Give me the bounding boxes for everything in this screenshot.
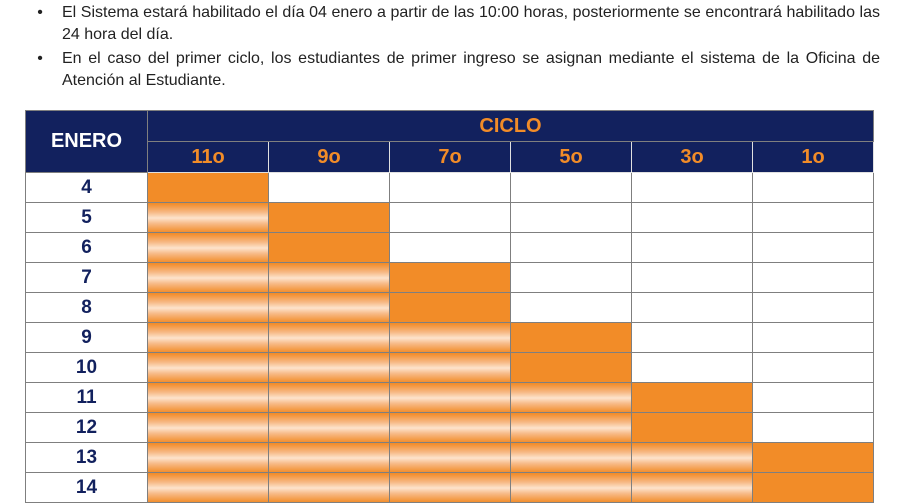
schedule-cell-enabled (148, 443, 269, 473)
schedule-cell-enabled (390, 443, 511, 473)
schedule-cell-active (632, 383, 753, 413)
day-cell: 13 (26, 443, 148, 473)
schedule-cell-active (390, 293, 511, 323)
schedule-cell-empty (632, 203, 753, 233)
schedule-cell-enabled (390, 413, 511, 443)
bullet-icon: • (37, 4, 43, 21)
table-row (26, 383, 874, 413)
day-cell: 6 (26, 233, 148, 263)
schedule-cell-enabled (390, 353, 511, 383)
schedule-cell-empty (632, 353, 753, 383)
schedule-cell-empty (753, 293, 874, 323)
schedule-cell-enabled (390, 473, 511, 503)
enrollment-schedule-table (25, 110, 874, 503)
cycle-column-header: 5o (511, 142, 632, 173)
day-cell: 10 (26, 353, 148, 383)
day-cell: 7 (26, 263, 148, 293)
schedule-cell-empty (390, 233, 511, 263)
schedule-cell-enabled (269, 473, 390, 503)
day-cell: 14 (26, 473, 148, 503)
schedule-cell-enabled (148, 473, 269, 503)
schedule-cell-active (511, 353, 632, 383)
schedule-cell-empty (632, 323, 753, 353)
bullet-icon: • (37, 50, 43, 67)
schedule-cell-active (148, 173, 269, 203)
schedule-cell-empty (390, 173, 511, 203)
schedule-cell-empty (753, 233, 874, 263)
schedule-cell-empty (511, 173, 632, 203)
schedule-cell-empty (753, 353, 874, 383)
schedule-cell-empty (753, 203, 874, 233)
schedule-cell-enabled (148, 323, 269, 353)
schedule-cell-enabled (148, 383, 269, 413)
schedule-cell-empty (632, 293, 753, 323)
note-text: El Sistema estará habilitado el día 04 enero a partir de las 10:00 horas, posteriormente se encontrará habilitado las 24 hora del día. (62, 4, 880, 43)
month-header: ENERO (26, 111, 148, 173)
schedule-cell-enabled (390, 323, 511, 353)
schedule-cell-empty (753, 383, 874, 413)
schedule-cell-enabled (269, 353, 390, 383)
schedule-cell-active (269, 233, 390, 263)
table-row (26, 353, 874, 383)
schedule-cell-enabled (269, 293, 390, 323)
schedule-cell-enabled (511, 443, 632, 473)
schedule-cell-empty (390, 203, 511, 233)
schedule-cell-active (390, 263, 511, 293)
schedule-cell-enabled (632, 473, 753, 503)
cycle-column-header: 7o (390, 142, 511, 173)
schedule-cell-enabled (632, 443, 753, 473)
schedule-cell-active (269, 203, 390, 233)
schedule-cell-enabled (269, 263, 390, 293)
table-row (26, 443, 874, 473)
day-cell: 8 (26, 293, 148, 323)
schedule-cell-enabled (269, 383, 390, 413)
schedule-cell-empty (753, 413, 874, 443)
schedule-cell-empty (511, 293, 632, 323)
note-item-first-cycle (30, 48, 880, 92)
schedule-cell-empty (753, 323, 874, 353)
schedule-cell-empty (511, 263, 632, 293)
cycle-columns-row (26, 142, 874, 173)
schedule-cell-empty (511, 233, 632, 263)
cycle-column-header: 1o (753, 142, 874, 173)
schedule-cell-enabled (148, 203, 269, 233)
table-row (26, 413, 874, 443)
schedule-cell-active (632, 413, 753, 443)
day-cell: 5 (26, 203, 148, 233)
table-row (26, 293, 874, 323)
schedule-cell-enabled (148, 293, 269, 323)
table-row (26, 233, 874, 263)
table-row (26, 323, 874, 353)
day-cell: 11 (26, 383, 148, 413)
cycle-column-header: 3o (632, 142, 753, 173)
schedule-cell-active (753, 473, 874, 503)
schedule-cell-enabled (148, 353, 269, 383)
day-cell: 9 (26, 323, 148, 353)
table-row (26, 263, 874, 293)
schedule-body (26, 173, 874, 503)
schedule-cell-empty (632, 263, 753, 293)
schedule-cell-enabled (390, 383, 511, 413)
schedule-cell-empty (753, 263, 874, 293)
table-row (26, 203, 874, 233)
table-row (26, 173, 874, 203)
note-item-system-availability (30, 2, 880, 46)
day-cell: 12 (26, 413, 148, 443)
cycle-column-header: 9o (269, 142, 390, 173)
schedule-cell-empty (632, 173, 753, 203)
schedule-cell-enabled (511, 413, 632, 443)
schedule-cell-enabled (148, 233, 269, 263)
schedule-cell-enabled (269, 323, 390, 353)
cycle-column-header: 11o (148, 142, 269, 173)
schedule-cell-enabled (148, 263, 269, 293)
schedule-cell-enabled (269, 413, 390, 443)
schedule-cell-empty (632, 233, 753, 263)
schedule-cell-enabled (511, 383, 632, 413)
table-row (26, 473, 874, 503)
schedule-cell-enabled (511, 473, 632, 503)
notes-list (30, 2, 880, 94)
day-cell: 4 (26, 173, 148, 203)
schedule-cell-enabled (148, 413, 269, 443)
note-text: En el caso del primer ciclo, los estudiantes de primer ingreso se asignan mediante el sistema de la Oficina de Atención al Estudiante. (62, 50, 880, 89)
schedule-cell-active (753, 443, 874, 473)
cycle-header: CICLO (148, 111, 874, 142)
schedule-cell-active (511, 323, 632, 353)
schedule-cell-empty (753, 173, 874, 203)
schedule-cell-empty (269, 173, 390, 203)
schedule-cell-empty (511, 203, 632, 233)
schedule-cell-enabled (269, 443, 390, 473)
